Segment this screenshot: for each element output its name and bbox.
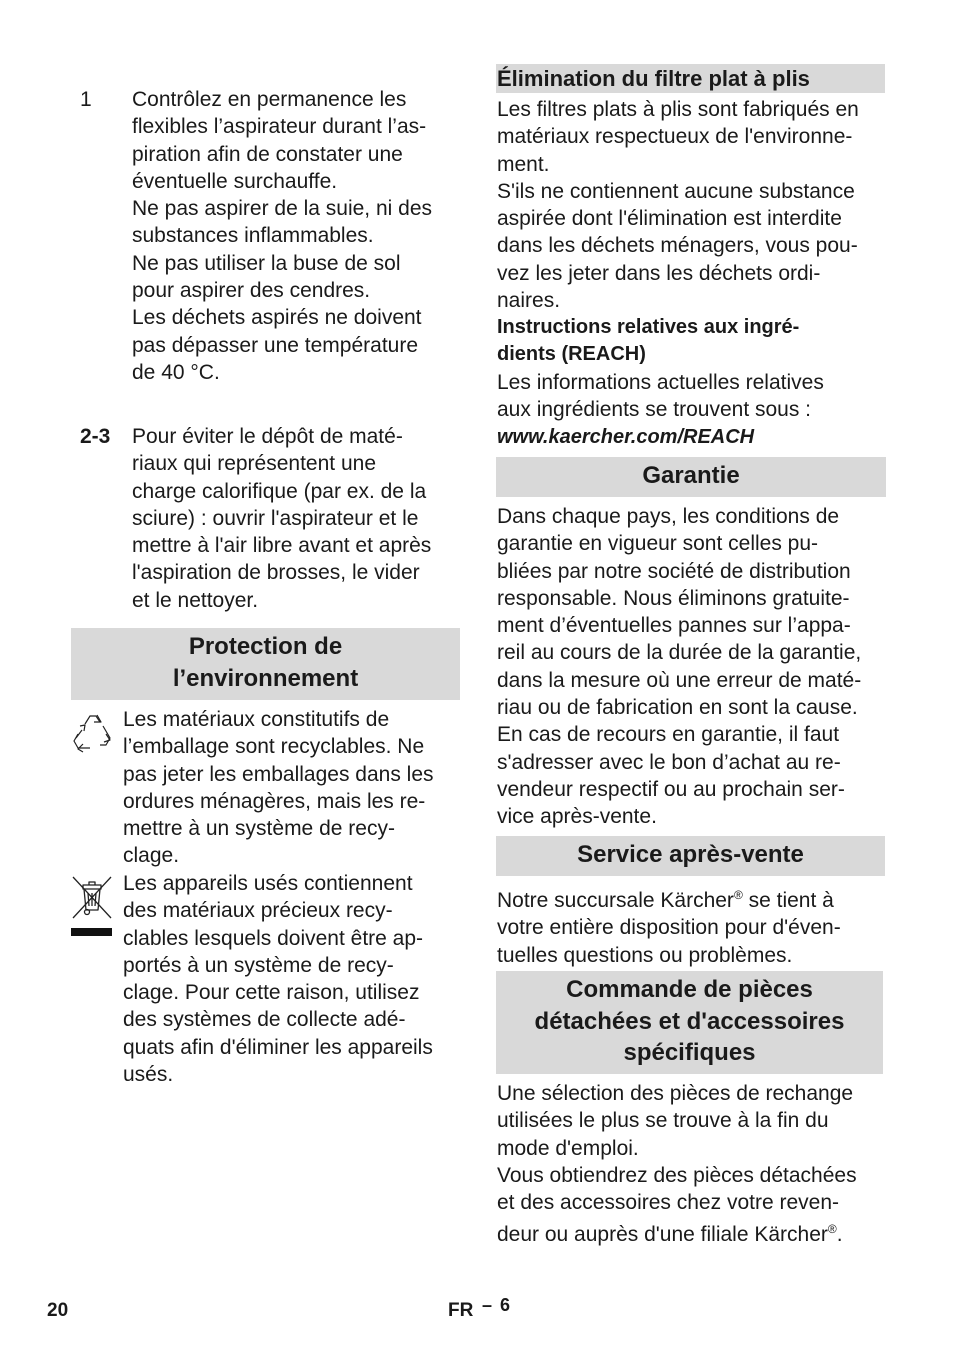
- registered-mark: ®: [733, 888, 743, 902]
- text-line: aux ingrédients se trouvent sous :: [497, 398, 812, 422]
- text-line: sciure) : ouvrir l'aspirateur et le: [132, 506, 419, 530]
- section-title-garantie: Garantie: [642, 462, 740, 489]
- pieces-text: [497, 1080, 857, 1249]
- filter-heading: Élimination du filtre plat à plis: [497, 66, 810, 91]
- text-line: clage.: [123, 844, 180, 868]
- text-line: piration afin de constater une: [132, 142, 403, 166]
- weee-text: [123, 870, 433, 1088]
- text-line: clage. Pour cette raison, utilisez: [123, 981, 420, 1005]
- item-1-text: [132, 86, 432, 386]
- text-line: vice après-vente.: [497, 805, 657, 829]
- text-line: ment.: [497, 152, 550, 176]
- reach-heading: [497, 314, 799, 369]
- text-line: dans la mesure où une erreur de maté-: [497, 668, 862, 692]
- text-line: l'aspiration de brosses, le vider: [132, 561, 420, 585]
- page-number: 20: [47, 1300, 69, 1321]
- text-line: des systèmes de collecte adé-: [123, 1008, 406, 1032]
- text-line: pas jeter les emballages dans les: [123, 762, 434, 786]
- reach-link[interactable]: www.kaercher.com/REACH: [497, 425, 755, 448]
- text-line: Instructions relatives aux ingré-: [497, 316, 800, 338]
- footer-lang: FR: [448, 1300, 474, 1321]
- text-line: riau ou de fabrication en sont la cause.: [497, 696, 858, 720]
- text-line: Les appareils usés contiennent: [123, 872, 413, 895]
- crossed-bin-icon: [70, 874, 114, 945]
- text-line: clables lesquels doivent être ap-: [123, 926, 424, 950]
- text-run: deur ou auprès d'une filiale Kärcher: [497, 1223, 828, 1247]
- text-line: mode d'emploi.: [497, 1136, 639, 1160]
- text-line: s'adresser avec le bon d’achat au re-: [497, 750, 841, 774]
- text-line: matériaux respectueux de l'environne-: [497, 125, 853, 149]
- text-line: flexibles l’aspirateur durant l’as-: [132, 115, 427, 139]
- text-line: mettre à un système de recy-: [123, 817, 395, 841]
- item-2-3-text: [132, 423, 431, 614]
- title-line: spécifiques: [623, 1039, 756, 1066]
- text-line: charge calorifique (par ex. de la: [132, 479, 427, 503]
- text-line: Les informations actuelles relatives: [497, 371, 824, 394]
- title-line: l’environnement: [172, 665, 359, 692]
- text-run: Notre succursale Kärcher: [497, 889, 734, 912]
- title-line: Commande de pièces: [566, 976, 813, 1003]
- text-line: ment d’éventuelles pannes sur l’appa-: [497, 614, 851, 638]
- recycling-icon: [70, 712, 116, 759]
- text-line: tuelles questions ou problèmes.: [497, 943, 793, 967]
- text-line: usés.: [123, 1063, 174, 1087]
- footer-dash: –: [482, 1295, 493, 1315]
- text-line: pour aspirer des cendres.: [132, 279, 371, 303]
- text-line: Vous obtiendrez des pièces détachées: [497, 1163, 857, 1187]
- text-line: substances inflammables.: [132, 224, 374, 248]
- text-line: reil au cours de la durée de la garantie,: [497, 641, 862, 665]
- text-line: Ne pas utiliser la buse de sol: [132, 251, 401, 275]
- section-title-pieces: [496, 974, 883, 1069]
- garantie-text: [497, 503, 861, 831]
- text-line: pas dépasser une température: [132, 333, 419, 357]
- text-line: vendeur respectif ou au prochain ser-: [497, 777, 845, 801]
- text-line: et des accessoires chez votre reven-: [497, 1191, 839, 1215]
- text-line: votre entière disposition pour d'éven-: [497, 916, 841, 940]
- service-text: [497, 882, 841, 969]
- item-number: 2-3: [80, 425, 111, 448]
- text-line: responsable. Nous éliminons gratuite-: [497, 586, 850, 610]
- text-line: Une sélection des pièces de rechange: [497, 1082, 854, 1105]
- text-line: Pour éviter le dépôt de maté-: [132, 425, 403, 448]
- text-line: Ne pas aspirer de la suie, ni des: [132, 197, 432, 221]
- text-run: .: [836, 1223, 843, 1247]
- text-line: des matériaux précieux recy-: [123, 899, 393, 923]
- reach-text: [497, 369, 824, 451]
- recycling-text: [123, 706, 434, 870]
- item-number: 1: [80, 88, 92, 111]
- title-line: détachées et d'accessoires: [534, 1007, 845, 1035]
- filter-text: [497, 96, 859, 314]
- text-line: dients (REACH): [497, 343, 646, 366]
- text-line: de 40 °C.: [132, 360, 220, 384]
- title-line: Protection de: [188, 633, 343, 660]
- footer-sub-page: 6: [500, 1295, 511, 1315]
- text-line: Les filtres plats à plis sont fabriqués en: [497, 98, 859, 121]
- text-line: garantie en vigueur sont celles pu-: [497, 532, 819, 556]
- text-line: l’emballage sont recyclables. Ne: [123, 735, 425, 759]
- text-line: Dans chaque pays, les conditions de: [497, 505, 840, 528]
- text-line: et le nettoyer.: [132, 588, 259, 612]
- section-title-protection: [71, 631, 460, 695]
- registered-mark: ®: [827, 1222, 837, 1237]
- text-run: se tient à: [742, 889, 834, 912]
- text-line: vez les jeter dans les déchets ordi-: [497, 261, 821, 285]
- text-line: quats afin d'éliminer les appareils: [123, 1035, 433, 1059]
- text-line: aspirée dont l'élimination est interdite: [497, 207, 842, 231]
- text-line: utilisées le plus se trouve à la fin du: [497, 1109, 829, 1133]
- text-line: éventuelle surchauffe.: [132, 169, 338, 193]
- text-line: S'ils ne contiennent aucune substance: [497, 179, 855, 203]
- text-line: bliées par notre société de distribution: [497, 559, 851, 583]
- text-line: Les déchets aspirés ne doivent: [132, 306, 422, 330]
- text-line: dans les déchets ménagers, vous pou-: [497, 234, 858, 258]
- text-line: Contrôlez en permanence les: [132, 88, 407, 111]
- text-line: mettre à l'air libre avant et après: [132, 534, 432, 558]
- text-line: Les matériaux constitutifs de: [123, 708, 390, 731]
- text-line: [497, 1216, 857, 1248]
- text-line: portés à un système de recy-: [123, 953, 394, 977]
- section-title-service: Service après-vente: [577, 841, 804, 868]
- text-line: [497, 882, 841, 914]
- text-line: ordures ménagères, mais les re-: [123, 789, 426, 813]
- text-line: En cas de recours en garantie, il faut: [497, 723, 840, 747]
- text-line: naires.: [497, 289, 561, 313]
- text-line: riaux qui représentent une: [132, 452, 376, 476]
